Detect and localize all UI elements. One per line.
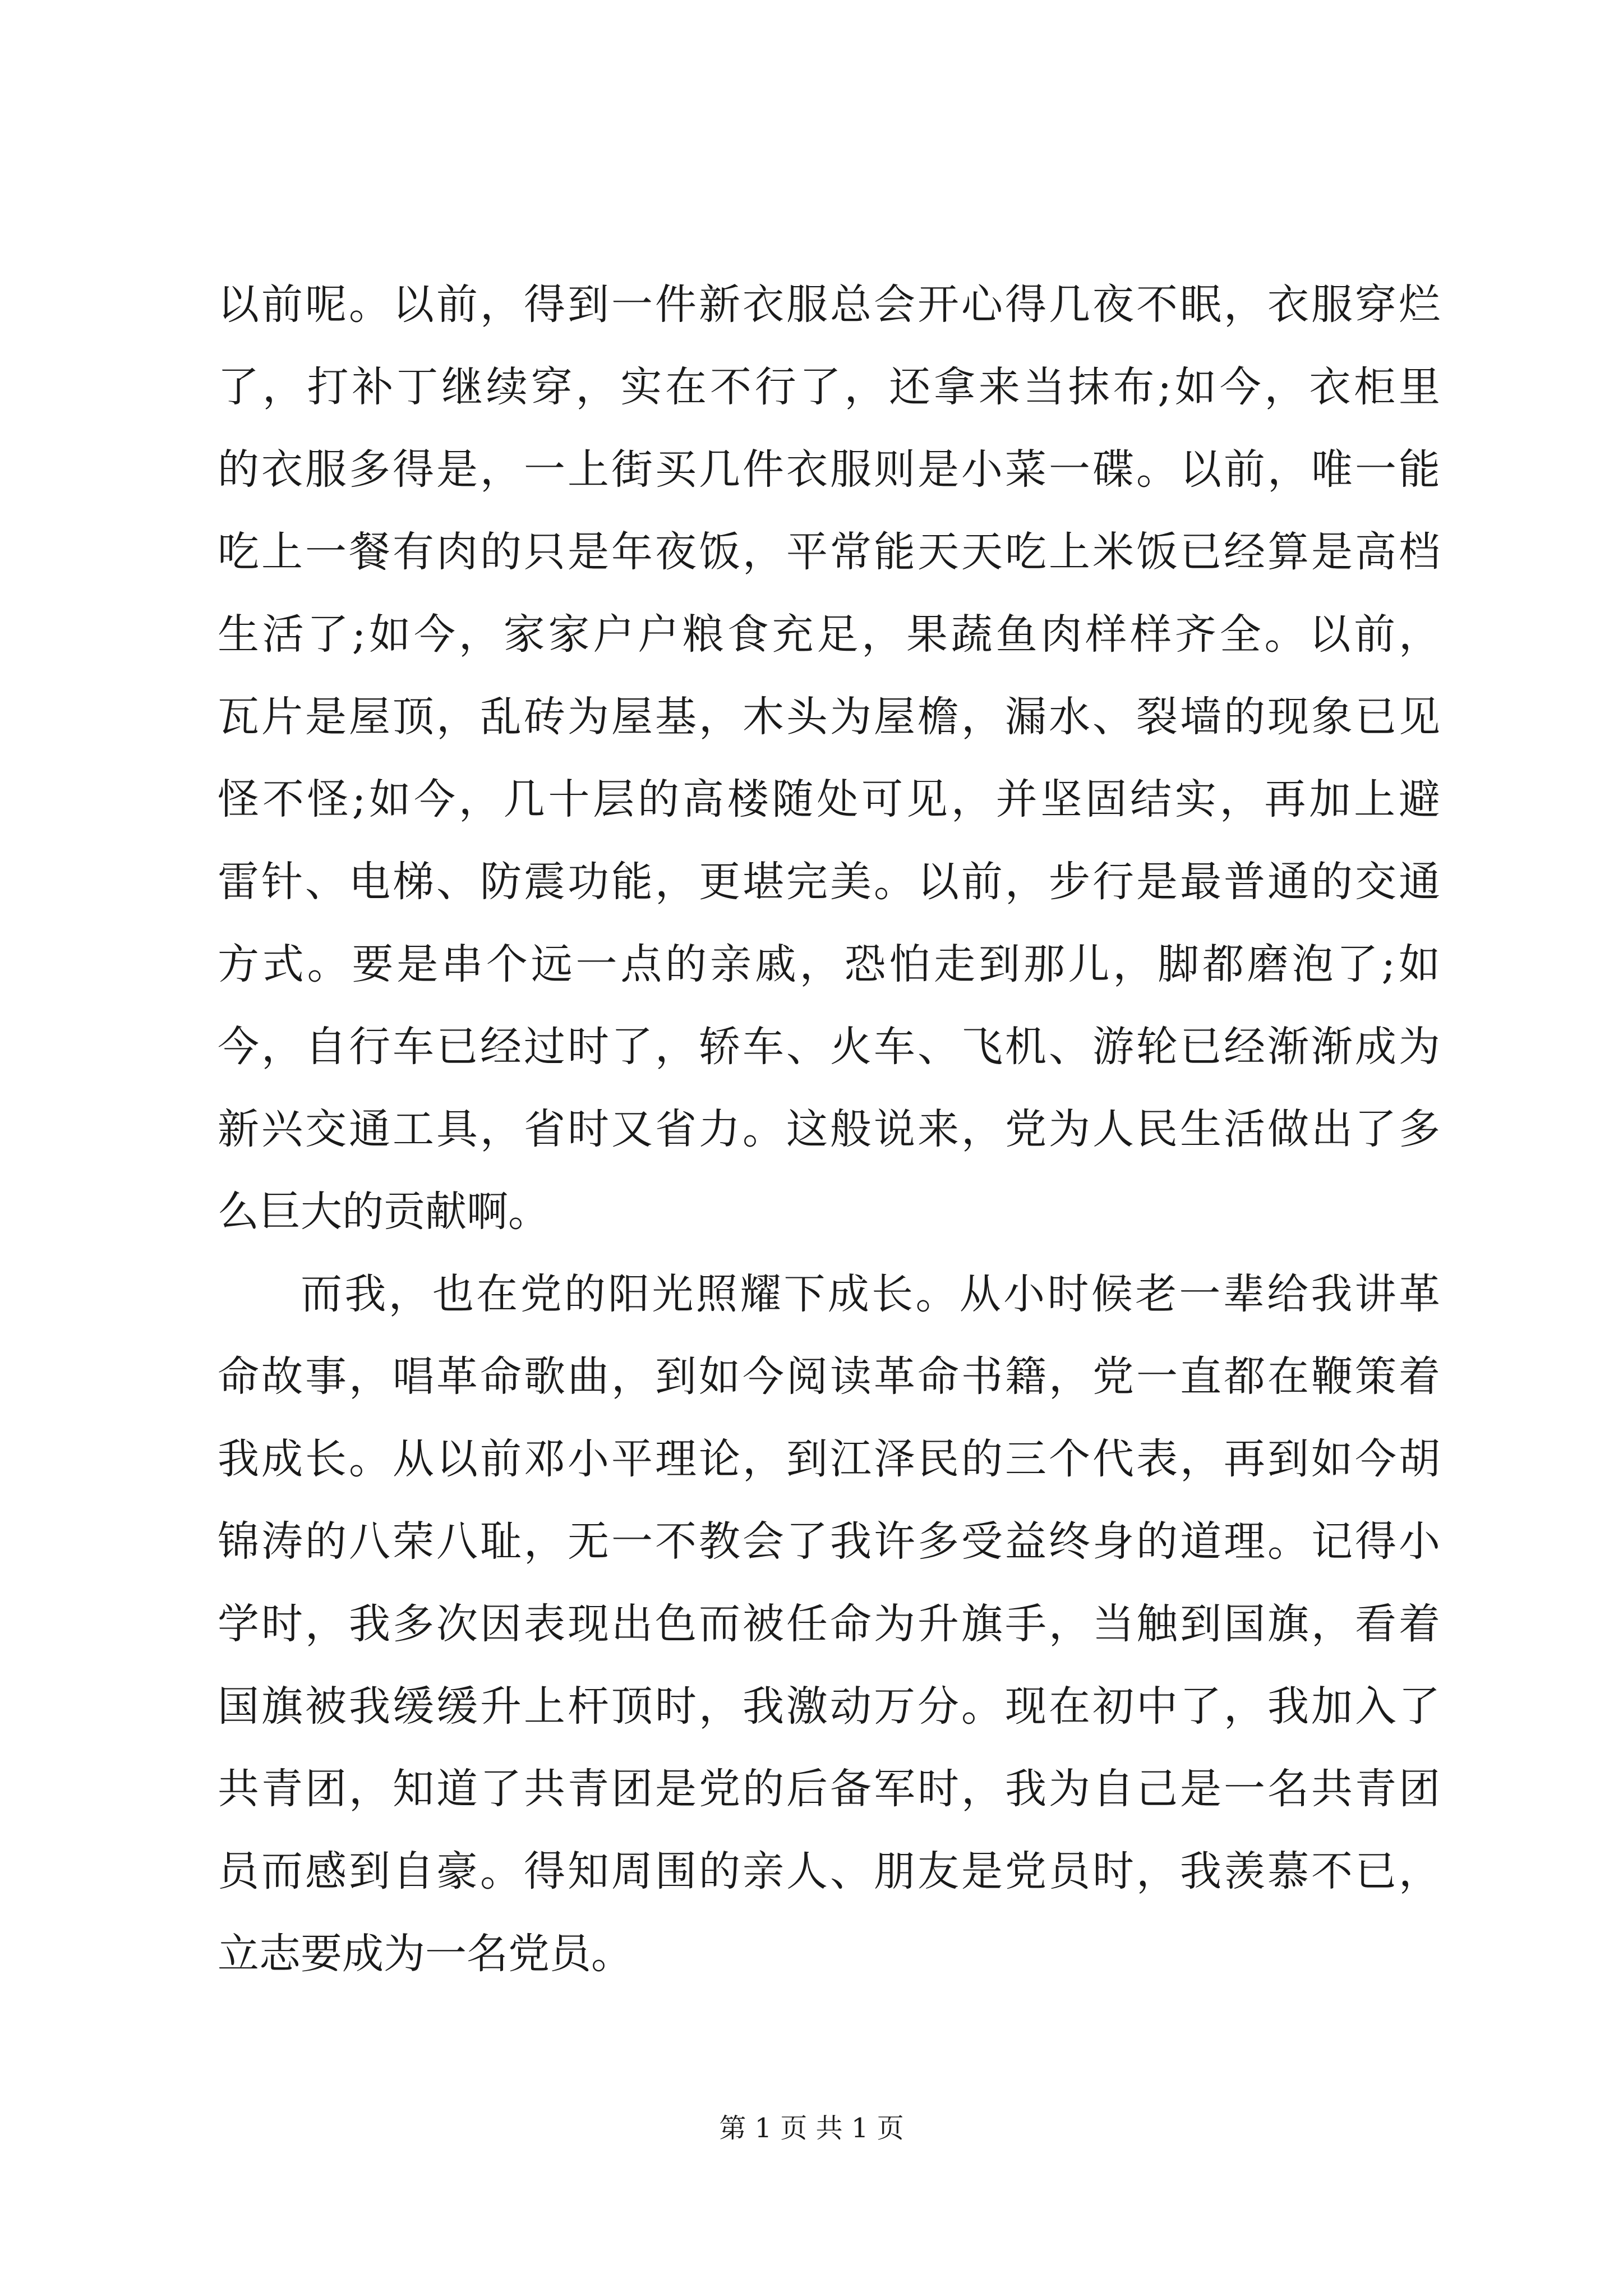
text-line: 吃上一餐有肉的只是年夜饭，平常能天天吃上米饭已经算是高档	[218, 528, 1440, 576]
text-line: 么巨大的贡献啊。	[218, 1188, 550, 1236]
text-line: 方式。要是串个远一点的亲戚，恐怕走到那儿，脚都磨泡了;如	[218, 940, 1440, 988]
text-line: 新兴交通工具，省时又省力。这般说来，党为人民生活做出了多	[218, 1105, 1440, 1153]
text-line: 怪不怪;如今，几十层的高楼随处可见，并坚固结实，再加上避	[218, 775, 1440, 823]
text-line: 共青团，知道了共青团是党的后备军时，我为自己是一名共青团	[218, 1765, 1440, 1813]
page-number-label: 第 1 页 共 1 页	[719, 2113, 904, 2144]
text-line: 命故事，唱革命歌曲，到如今阅读革命书籍，党一直都在鞭策着	[218, 1352, 1440, 1401]
text-line: 国旗被我缓缓升上杆顶时，我激动万分。现在初中了，我加入了	[218, 1682, 1440, 1731]
text-line: 我成长。从以前邓小平理论，到江泽民的三个代表，再到如今胡	[218, 1435, 1440, 1483]
paragraph	[218, 264, 1440, 1253]
text-line: 生活了;如今，家家户户粮食充足，果蔬鱼肉样样齐全。以前，	[218, 610, 1440, 659]
text-line: 了，打补丁继续穿，实在不行了，还拿来当抹布;如今，衣柜里	[218, 363, 1440, 411]
text-line: 员而感到自豪。得知周围的亲人、朋友是党员时，我羡慕不已，	[218, 1847, 1440, 1895]
text-line: 的衣服多得是，一上街买几件衣服则是小菜一碟。以前，唯一能	[218, 445, 1440, 494]
page-footer	[0, 2106, 1623, 2145]
text-line: 锦涛的八荣八耻，无一不教会了我许多受益终身的道理。记得小	[218, 1517, 1440, 1566]
text-line: 立志要成为一名党员。	[218, 1930, 633, 1978]
text-line: 雷针、电梯、防震功能，更堪完美。以前，步行是最普通的交通	[218, 858, 1440, 906]
text-line: 而我，也在党的阳光照耀下成长。从小时候老一辈给我讲革	[301, 1270, 1440, 1318]
paragraph	[218, 1253, 1440, 1995]
text-line: 瓦片是屋顶，乱砖为屋基，木头为屋檐，漏水、裂墙的现象已见	[218, 693, 1440, 741]
text-line: 以前呢。以前，得到一件新衣服总会开心得几夜不眠，衣服穿烂	[218, 280, 1440, 329]
text-line: 今，自行车已经过时了，轿车、火车、飞机、游轮已经渐渐成为	[218, 1023, 1440, 1071]
document-body	[218, 264, 1440, 1995]
text-line: 学时，我多次因表现出色而被任命为升旗手，当触到国旗，看着	[218, 1600, 1440, 1648]
